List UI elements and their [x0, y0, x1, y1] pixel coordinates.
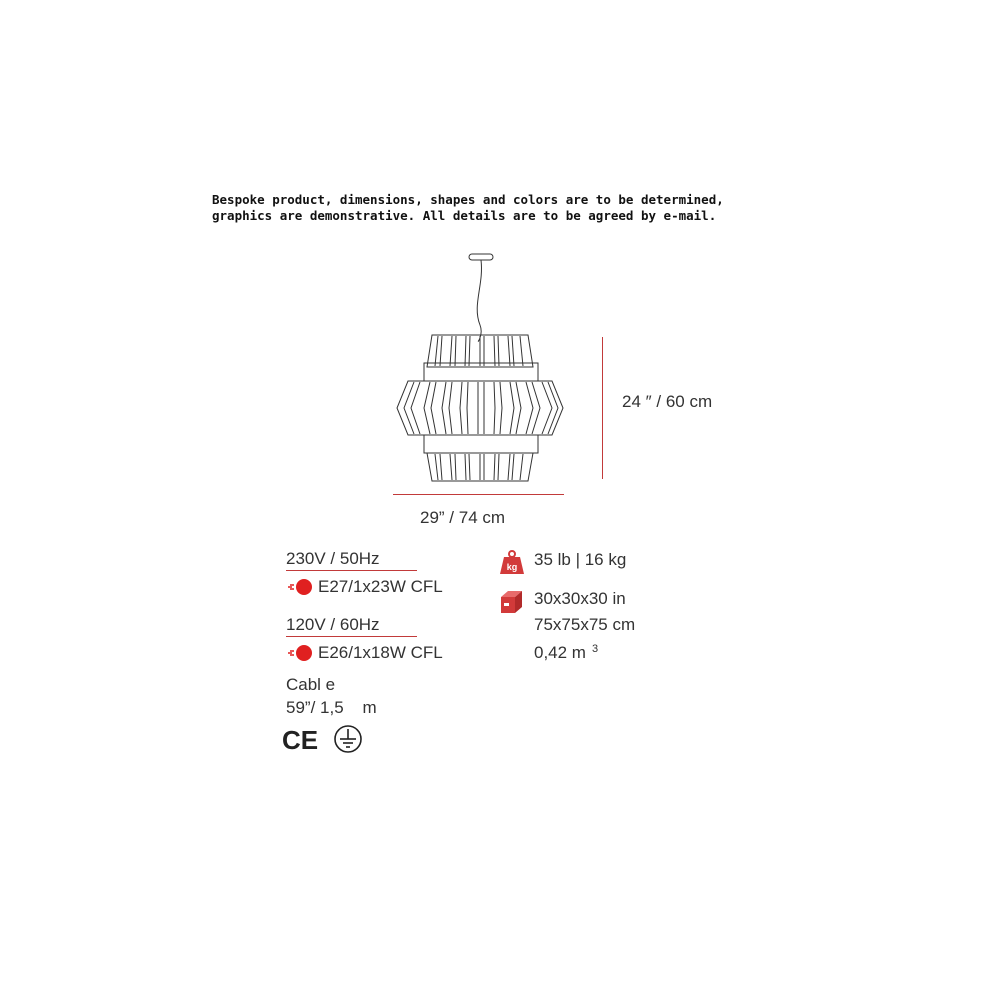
- height-dimension-label: 24 ″ / 60 cm: [622, 392, 713, 411]
- disclaimer-line-1: Bespoke product, dimensions, shapes and colors are to be determined,: [212, 192, 724, 207]
- weight-icon: [499, 549, 525, 575]
- package-volume-value: 0,42 m: [534, 643, 586, 662]
- middle-band: [397, 381, 563, 435]
- lamp-spec-row-120: [286, 643, 443, 663]
- bottom-band-pleats: [435, 454, 523, 480]
- voltage-230-divider: [286, 570, 417, 571]
- cable-label: Cabl e: [286, 675, 336, 694]
- package-dimensions-cm: 75x75x75 cm: [534, 615, 636, 634]
- package-dimensions-in: 30x30x30 in: [534, 589, 626, 608]
- lamp-spec-120: E26/1x18W CFL: [318, 643, 443, 662]
- cable-length: 59”/ 1,5 m: [286, 698, 377, 717]
- package-volume: [534, 643, 598, 663]
- voltage-230-label: 230V / 50Hz: [286, 549, 380, 568]
- width-dimension-label: 29” / 74 cm: [420, 508, 506, 527]
- bulb-icon: [286, 577, 314, 597]
- svg-text:CE: CE: [282, 726, 319, 752]
- ground-symbol-icon: [333, 724, 363, 754]
- ceiling-canopy: [469, 254, 493, 260]
- disclaimer: [212, 192, 772, 224]
- voltage-120-divider: [286, 636, 417, 637]
- lamp-spec-row-230: [286, 577, 443, 597]
- pendant-lamp-drawing: [380, 245, 640, 505]
- package-volume-exponent: 3: [591, 643, 599, 655]
- package-box-icon: [499, 588, 525, 614]
- suspension-cable: [477, 260, 481, 341]
- ce-mark-icon: [282, 726, 322, 752]
- voltage-120-label: 120V / 60Hz: [286, 615, 380, 634]
- weight-value: 35 lb | 16 kg: [534, 550, 627, 569]
- width-dimension-line: [393, 494, 564, 495]
- bulb-icon: [286, 643, 314, 663]
- upper-rim: [424, 363, 538, 381]
- svg-text:kg: kg: [506, 562, 518, 572]
- disclaimer-line-2: graphics are demonstrative. All details are to be agreed by e-mail.: [212, 208, 717, 223]
- lower-rim: [424, 435, 538, 453]
- middle-band-pleats: [404, 382, 558, 434]
- lamp-spec-230: E27/1x23W CFL: [318, 577, 443, 596]
- height-dimension-line: [602, 337, 603, 479]
